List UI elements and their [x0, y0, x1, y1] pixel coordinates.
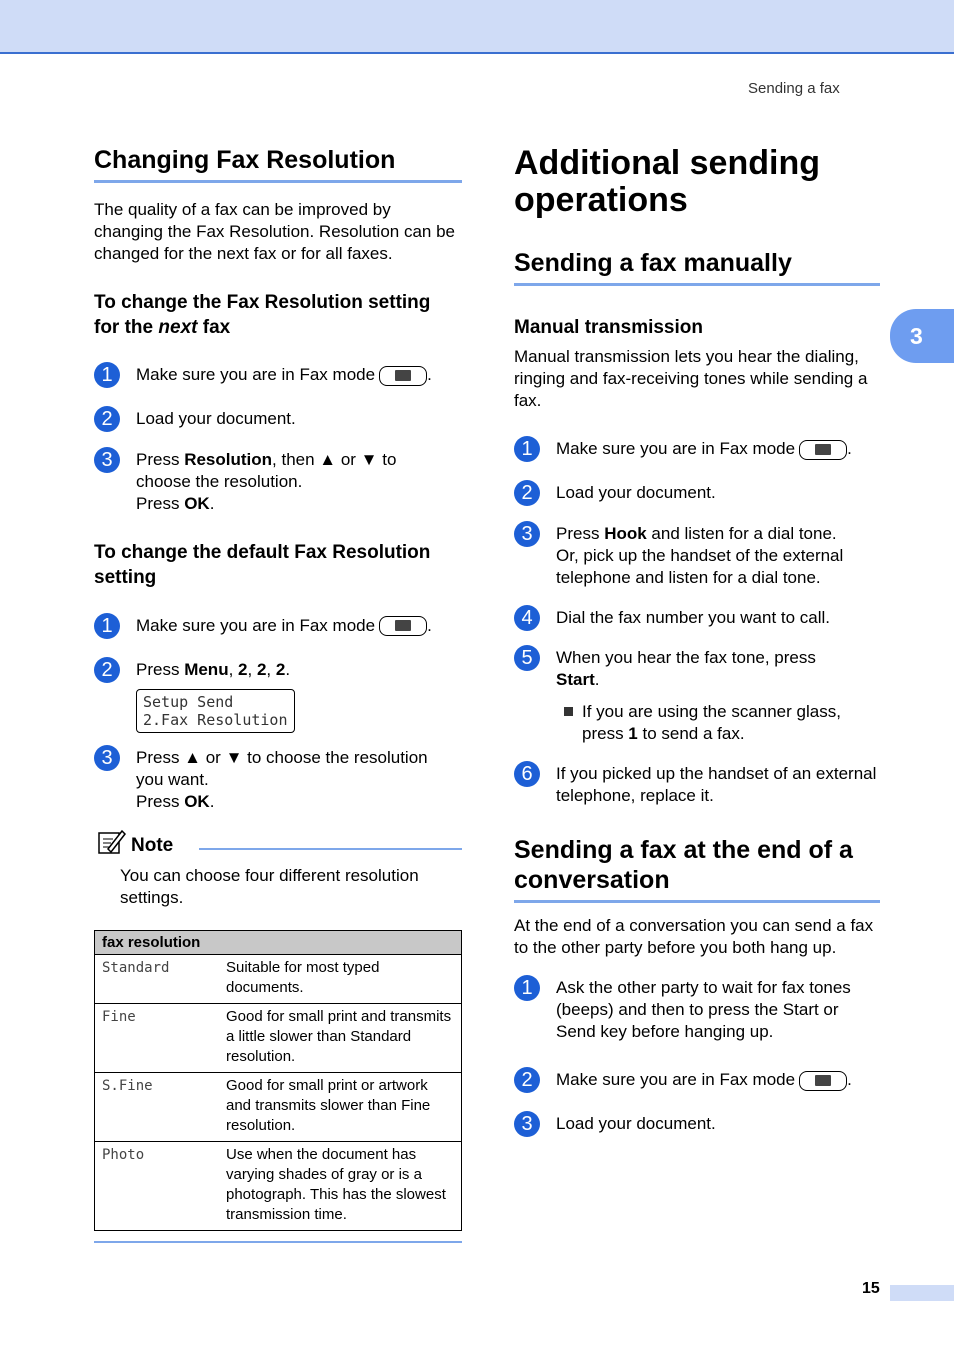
- mode-cell: Fine: [95, 1003, 220, 1072]
- fax-mode-icon: [799, 1071, 847, 1091]
- step-item: 1 Make sure you are in Fax mode .: [94, 364, 462, 386]
- chapter-tab: 3: [890, 309, 954, 363]
- desc-cell: Good for small print or artwork and transmits slower than Fine resolution.: [219, 1072, 462, 1141]
- subheading-default: To change the default Fax Resolution setting: [94, 542, 431, 589]
- step-number: 6: [514, 761, 540, 787]
- note-text: You can choose four different resolution settings.: [120, 865, 419, 907]
- desc-cell: Suitable for most typed documents.: [219, 954, 462, 1003]
- note-pencil-icon: [98, 829, 126, 855]
- step-number: 2: [514, 480, 540, 506]
- step-number: 1: [94, 362, 120, 388]
- conversation-intro: At the end of a conversation you can send a fax to the other party before you both hang up.: [514, 916, 874, 958]
- step-item: 3 Load your document.: [514, 1113, 880, 1135]
- note-header: [94, 829, 462, 857]
- step-number: 3: [94, 745, 120, 771]
- chapter-heading: Additional sending operations: [514, 144, 820, 220]
- section-title: Sending a fax manually: [514, 248, 880, 286]
- lcd-wrapper: [94, 689, 462, 733]
- step-number: 2: [94, 657, 120, 683]
- mode-cell: Standard: [95, 954, 220, 1003]
- step-number: 2: [514, 1067, 540, 1093]
- section-title: Sending a fax at the end of a conversation: [514, 835, 880, 903]
- bullet-item: If you are using the scanner glass, press 1 to send a fax.: [514, 701, 880, 745]
- step-number: 2: [94, 406, 120, 432]
- table-header: fax resolution: [95, 930, 462, 954]
- desc-cell: Use when the document has varying shades of gray or is a photograph. This has the slowest transmission time.: [219, 1141, 462, 1230]
- page-number: 15: [862, 1280, 880, 1297]
- step-item: 1 Ask the other party to wait for fax tones (beeps) and then to press the Start or Send key before hanging up.: [514, 977, 880, 1043]
- step-item: 1 Make sure you are in Fax mode .: [514, 438, 880, 460]
- step-item: 6 If you picked up the handset of an external telephone, replace it.: [514, 763, 880, 807]
- step-number: 5: [514, 645, 540, 671]
- step-number: 3: [514, 1111, 540, 1137]
- section-title: Changing Fax Resolution: [94, 145, 462, 183]
- subheading-manual: Manual transmission: [514, 316, 703, 338]
- step-item: 5 When you hear the fax tone, press Start.: [514, 647, 880, 691]
- table-row: [95, 954, 462, 1003]
- step-item: 4 Dial the fax number you want to call.: [514, 607, 880, 629]
- step-item: 3 Press ▲ or ▼ to choose the resolution you want. Press OK.: [94, 747, 462, 813]
- step-number: 3: [94, 447, 120, 473]
- fax-mode-icon: [799, 440, 847, 460]
- table-row: [95, 1072, 462, 1141]
- intro-paragraph: The quality of a fax can be improved by changing the Fax Resolution. Resolution can be changed for the next fax or for all faxes.: [94, 200, 456, 263]
- running-head: Sending a fax: [748, 80, 840, 97]
- step-number: 1: [514, 436, 540, 462]
- right-column: [514, 145, 880, 1135]
- desc-cell: Good for small print and transmits a little slower than Standard resolution.: [219, 1003, 462, 1072]
- page-number-bar: [890, 1285, 954, 1301]
- step-number: 4: [514, 605, 540, 631]
- step-item: 3 Press Resolution, then ▲ or ▼ to choose the resolution. Press OK.: [94, 449, 462, 515]
- top-band: [0, 0, 954, 54]
- step-number: 1: [94, 613, 120, 639]
- note-rule: [199, 848, 462, 850]
- step-item: 2 Load your document.: [514, 482, 880, 504]
- step-item: 2 Make sure you are in Fax mode .: [514, 1069, 880, 1091]
- left-column: [94, 145, 462, 1243]
- subheading-next-fax: To change the Fax Resolution setting for the next fax: [94, 292, 431, 338]
- step-item: 3 Press Hook and listen for a dial tone. Or, pick up the handset of the external telephone and listen for a dial tone.: [514, 523, 880, 589]
- mode-cell: S.Fine: [95, 1072, 220, 1141]
- mode-cell: Photo: [95, 1141, 220, 1230]
- lcd-display: Setup Send 2.Fax Resolution: [136, 689, 295, 733]
- table-row: [95, 1003, 462, 1072]
- bullet-square-icon: [564, 707, 573, 716]
- step-number: 1: [514, 975, 540, 1001]
- step-item: 1 Make sure you are in Fax mode .: [94, 615, 462, 637]
- table-row: [95, 1141, 462, 1230]
- note-label: Note: [131, 834, 174, 856]
- fax-mode-icon: [379, 616, 427, 636]
- step-item: 2 Load your document.: [94, 408, 462, 430]
- fax-mode-icon: [379, 366, 427, 386]
- step-number: 3: [514, 521, 540, 547]
- step-item: 2 Press Menu, 2, 2, 2.: [94, 659, 462, 681]
- resolution-table: [94, 930, 462, 1231]
- manual-intro: Manual transmission lets you hear the dialing, ringing and fax-receiving tones while sending a fax.: [514, 347, 868, 411]
- table-bottom-rule: [94, 1241, 462, 1243]
